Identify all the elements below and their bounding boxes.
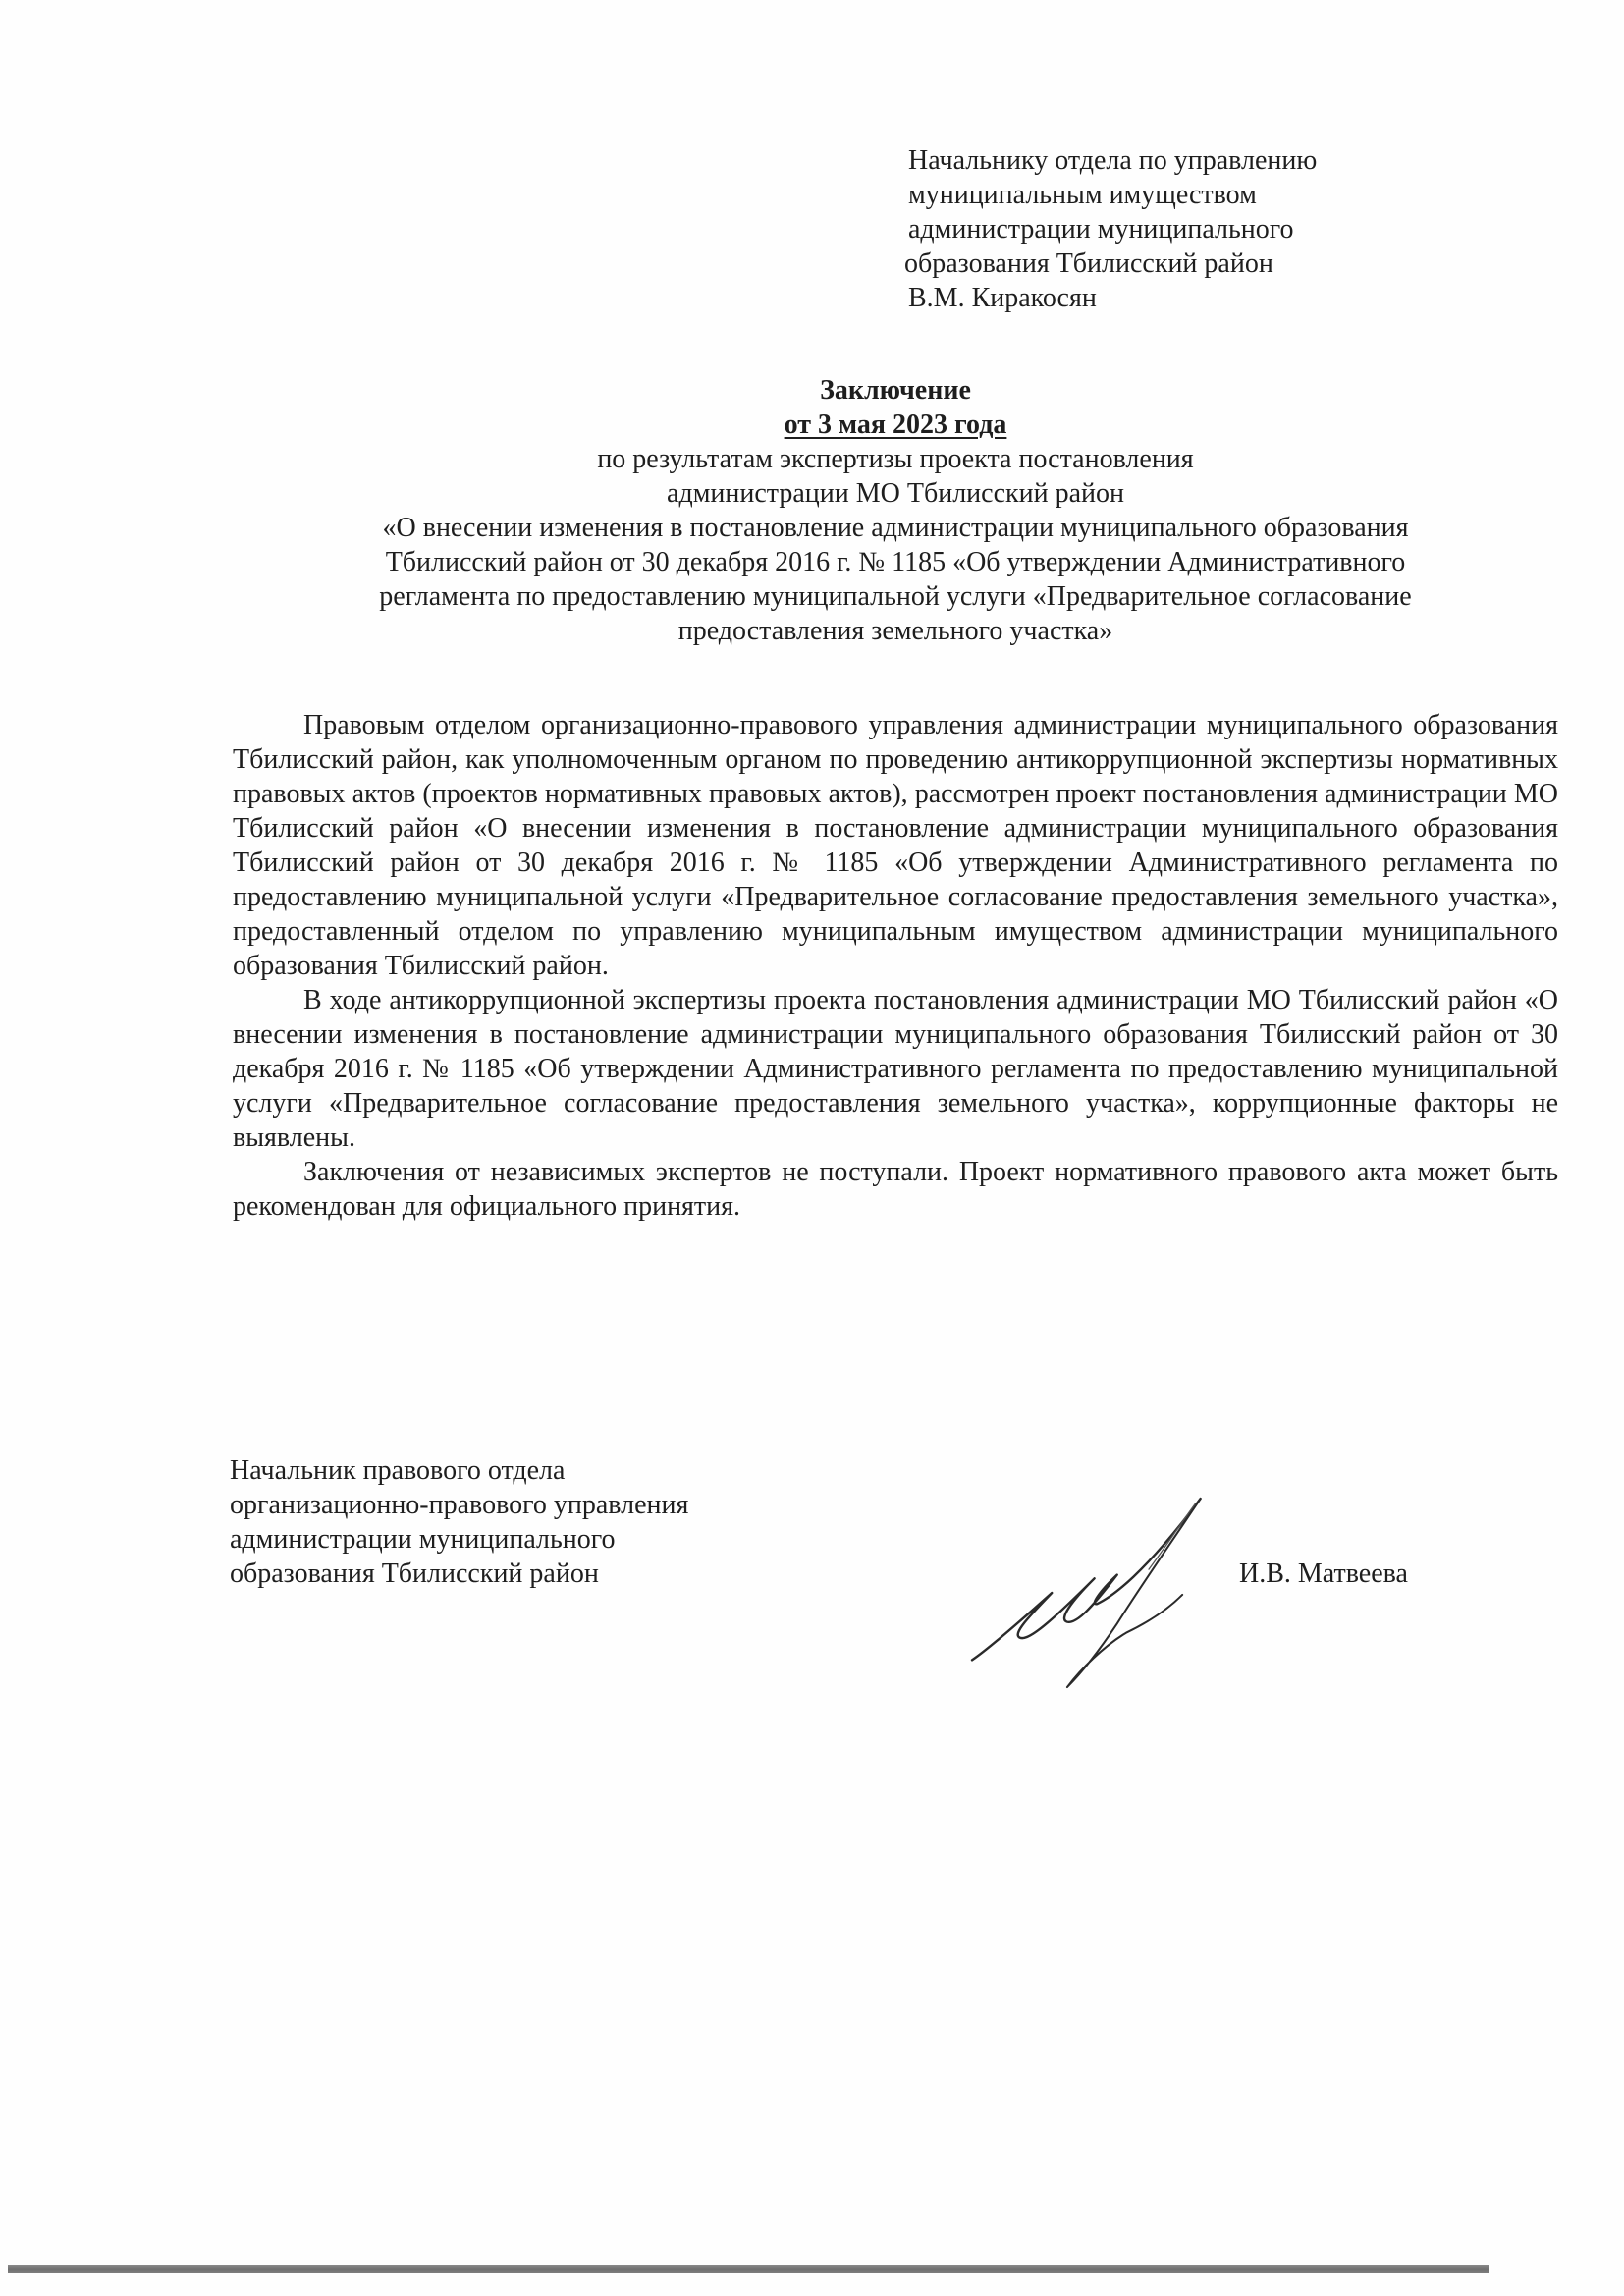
position-line: организационно-правового управления (230, 1490, 689, 1520)
position-line: администрации муниципального (230, 1524, 616, 1555)
position-line: Начальник правового отдела (230, 1455, 566, 1486)
document-title-block (233, 373, 1558, 648)
body-paragraph: Правовым отделом организационно-правового управления администрации муниципального образования Тбилисский район, как уполномоченным органом по проведению антикоррупционной экспертизы нормативных правовых актов (проектов нормативных правовых актов), рассмотрен проект постановления администрации МО Тбилисский район «О внесении изменения в постановление администрации муниципального образования Тбилисский район от 30 декабря 2016 г. № 1185 «Об утверждении Административного регламента по предоставлению муниципальной услуги «Предварительное согласование предоставления земельного участка», предоставленный отделом по управлению муниципальным имуществом администрации муниципального образования Тбилисский район. (233, 710, 1558, 981)
document-date: от 3 мая 2023 года (784, 410, 1007, 440)
document-body (233, 708, 1558, 1224)
signatory-position (230, 1453, 688, 1591)
addressee-line: муниципальным имуществом (908, 180, 1257, 210)
addressee-name: В.М. Киракосян (908, 283, 1097, 313)
subtitle-line: по результатам экспертизы проекта постановления (597, 444, 1194, 474)
document-heading: Заключение (820, 375, 971, 406)
position-line: образования Тбилисский район (230, 1558, 599, 1589)
subtitle-line: администрации МО Тбилисский район (667, 478, 1124, 509)
subtitle-line: Тбилисский район от 30 декабря 2016 г. № 1185 «Об утверждении Административного (385, 547, 1406, 577)
subtitle-line: регламента по предоставлению муниципальной услуги «Предварительное согласование (379, 581, 1412, 612)
signer-name: И.В. Матвеева (1239, 1558, 1408, 1589)
subtitle-line: предоставления земельного участка» (677, 616, 1113, 646)
scan-edge-bar (8, 2265, 1489, 2273)
addressee-block (904, 143, 1497, 315)
body-paragraph: В ходе антикоррупционной экспертизы проекта постановления администрации МО Тбилисский район «О внесении изменения в постановление администрации муниципального образования Тбилисский район от 30 декабря 2016 г. № 1185 «Об утверждении Административного регламента по предоставлению муниципальной услуги «Предварительное согласование предоставления земельного участка», коррупционные факторы не выявлены. (233, 985, 1558, 1153)
addressee-line: Начальнику отдела по управлению (908, 145, 1318, 176)
addressee-line: образования Тбилисский район (904, 248, 1273, 279)
subtitle-line: «О внесении изменения в постановление администрации муниципального образования (382, 513, 1409, 543)
addressee-line: администрации муниципального (908, 214, 1294, 245)
body-paragraph: Заключения от независимых экспертов не поступали. Проект нормативного правового акта может быть рекомендован для официального принятия. (233, 1157, 1558, 1222)
handwritten-signature-icon (943, 1488, 1237, 1723)
